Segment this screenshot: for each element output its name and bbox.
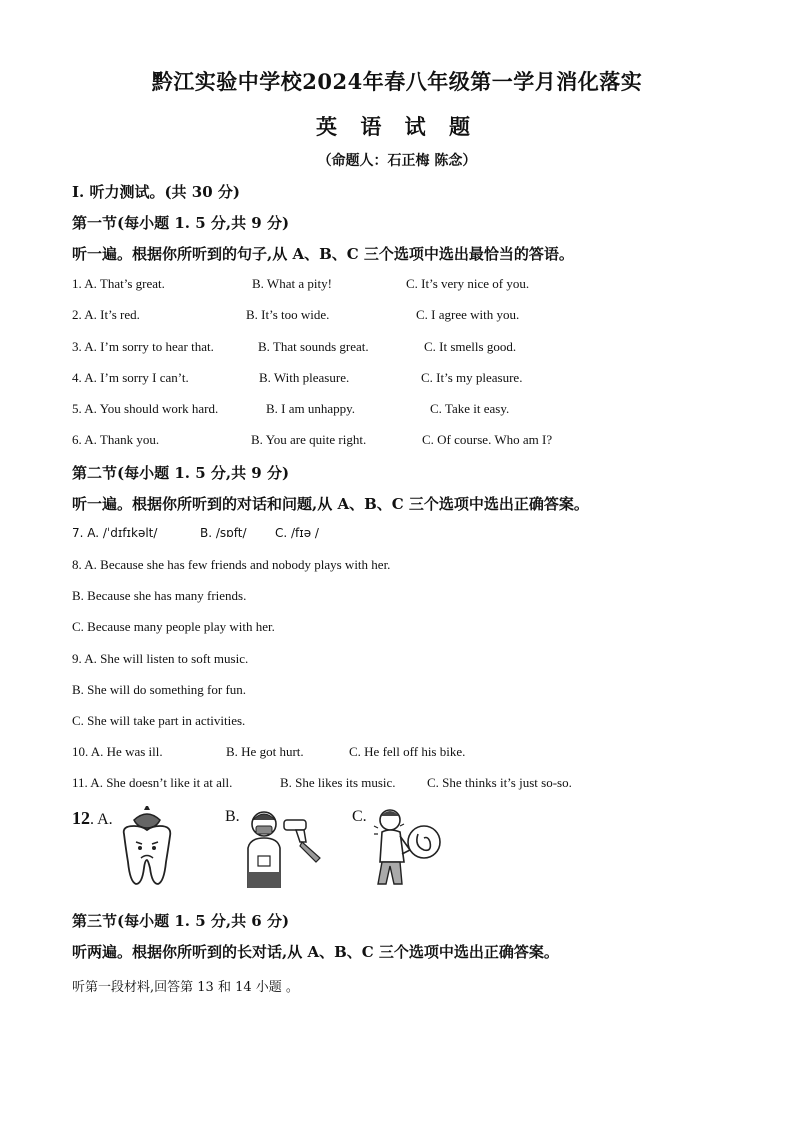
q1-option-b: B. What a pity! [252, 276, 332, 291]
q12-label-c: C. [352, 808, 367, 825]
q5-option-b: B. I am unhappy. [266, 401, 356, 416]
q12-label-b: B. [225, 808, 240, 825]
temperature-check-icon [244, 806, 324, 888]
q10-option-b: B. He got hurt. [226, 744, 304, 759]
toothache-tooth-icon [112, 806, 182, 888]
q3-option-b: B. That sounds great. [258, 339, 369, 354]
q5-option-a: 5. A. You should work hard. [72, 401, 219, 416]
q8-option-a: 8. A. Because she has few friends and nobody plays with her. [72, 557, 391, 572]
stomachache-icon [370, 806, 442, 888]
q8-option-b: B. Because she has many friends. [72, 588, 247, 603]
section3-note: 听第一段材料,回答第 13 和 14 小题 。 [72, 980, 299, 995]
q11-option-b: B. She likes its music. [280, 775, 396, 790]
q4-option-c: C. It’s my pleasure. [421, 370, 523, 385]
q1-option-c: C. It’s very nice of you. [406, 276, 530, 291]
q8-option-c: C. Because many people play with her. [72, 619, 275, 634]
q6-option-c: C. Of course. Who am I? [422, 432, 553, 447]
q5-option-c: C. Take it easy. [430, 401, 510, 416]
section1-heading: 第一节(每小题 1. 5 分,共 9 分) [72, 214, 290, 232]
exam-subtitle: 英 语 试 题 [316, 114, 478, 139]
exam-author: （命题人：石正梅 陈念） [317, 153, 477, 169]
section3-instruction: 听两遍。根据你所听到的长对话,从 A、B、C 三个选项中选出正确答案。 [72, 943, 559, 961]
q9-option-b: B. She will do something for fun. [72, 682, 247, 697]
q4-option-b: B. With pleasure. [259, 370, 350, 385]
q3-option-c: C. It smells good. [424, 339, 517, 354]
q10-option-a: 10. A. He was ill. [72, 744, 163, 759]
q11-option-c: C. She thinks it’s just so-so. [427, 775, 572, 790]
part1-heading: I. 听力测试。(共 30 分) [72, 183, 240, 201]
q9-option-c: C. She will take part in activities. [72, 713, 246, 728]
q12-label-a [72, 808, 113, 829]
q12-number: 12 [72, 808, 90, 828]
q7-option-c: C. /fɪə / [275, 526, 319, 540]
q12-a-letter: . A. [90, 811, 113, 828]
section1-instruction: 听一遍。根据你所听到的句子,从 A、B、C 三个选项中选出最恰当的答语。 [72, 245, 574, 263]
q7-option-a: 7. A. /ˈdɪfɪkəlt/ [72, 526, 158, 540]
q4-option-a: 4. A. I’m sorry I can’t. [72, 370, 189, 385]
section2-heading: 第二节(每小题 1. 5 分,共 9 分) [72, 464, 290, 482]
q7-option-b: B. /sɒft/ [200, 526, 247, 540]
q1-option-a: 1. A. That’s great. [72, 276, 165, 291]
q11-option-a: 11. A. She doesn’t like it at all. [72, 775, 233, 790]
q2-option-c: C. I agree with you. [416, 307, 520, 322]
q9-option-a: 9. A. She will listen to soft music. [72, 651, 249, 666]
exam-title: 黔江实验中学校2024年春八年级第一学月消化落实 [151, 69, 643, 94]
section3-heading: 第三节(每小题 1. 5 分,共 6 分) [72, 912, 290, 930]
q6-option-a: 6. A. Thank you. [72, 432, 160, 447]
q3-option-a: 3. A. I’m sorry to hear that. [72, 339, 214, 354]
q2-option-a: 2. A. It’s red. [72, 307, 140, 322]
q6-option-b: B. You are quite right. [251, 432, 367, 447]
section2-instruction: 听一遍。根据你所听到的对话和问题,从 A、B、C 三个选项中选出正确答案。 [72, 495, 589, 513]
q10-option-c: C. He fell off his bike. [349, 744, 466, 759]
q2-option-b: B. It’s too wide. [246, 307, 330, 322]
